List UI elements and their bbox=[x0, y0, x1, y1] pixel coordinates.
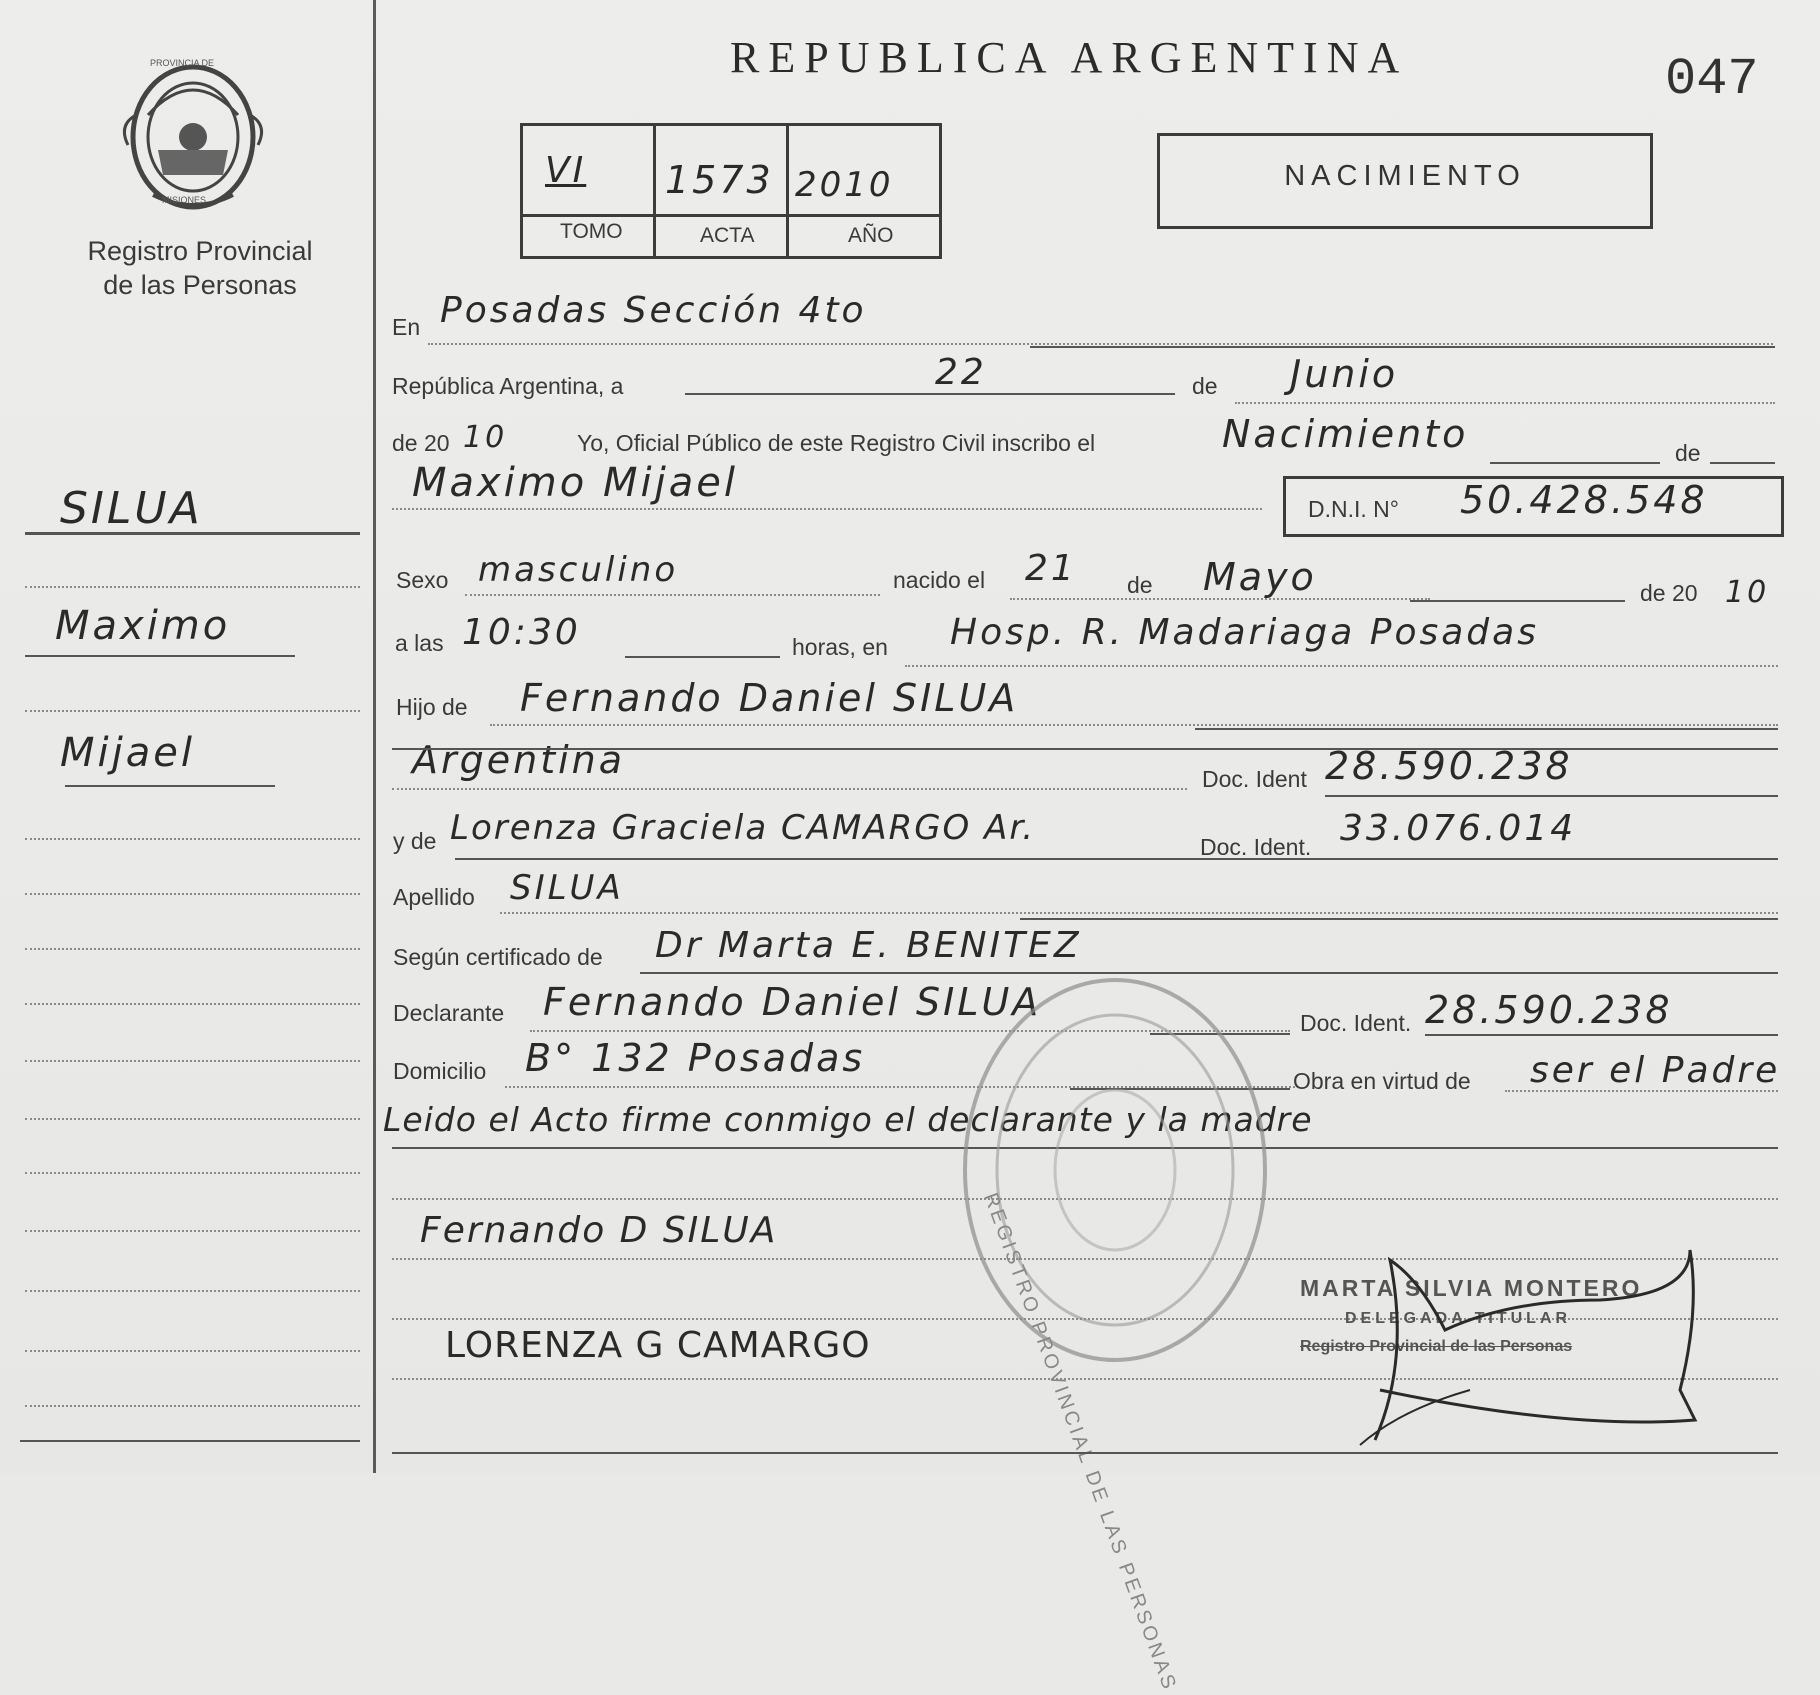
father-line-solid bbox=[1195, 728, 1778, 730]
margin-name2: Mijael bbox=[60, 730, 195, 776]
margin-line bbox=[25, 893, 360, 895]
seal-text-top: PROVINCIA DE bbox=[150, 58, 215, 68]
margin-line bbox=[25, 838, 360, 840]
provincial-seal-icon bbox=[118, 55, 268, 215]
en-label: En bbox=[392, 314, 421, 340]
mother-doc: 33.076.014 bbox=[1340, 808, 1577, 849]
child-name: Maximo Mijael bbox=[412, 460, 738, 506]
month-line bbox=[1235, 402, 1775, 404]
declarante-label: Declarante bbox=[393, 1000, 505, 1026]
margin-line bbox=[25, 1230, 360, 1232]
birth-year: 10 bbox=[1725, 575, 1770, 610]
certificado-label: Según certificado de bbox=[393, 944, 603, 970]
child-name-line bbox=[392, 508, 1262, 510]
day-line bbox=[685, 393, 1175, 395]
dni-label: D.N.I. N° bbox=[1308, 496, 1399, 522]
nationality-line-dots bbox=[392, 788, 1187, 790]
apellido-label: Apellido bbox=[393, 884, 475, 910]
official-stamp-line3: Registro Provincial de las Personas bbox=[1300, 1338, 1573, 1355]
birth-line bbox=[1010, 598, 1430, 600]
en-value: Posadas Sección 4to bbox=[440, 290, 867, 331]
anio-value: 2010 bbox=[795, 165, 894, 205]
margin-line bbox=[65, 785, 275, 787]
mother-line bbox=[455, 858, 1778, 860]
record-box-divider bbox=[786, 123, 789, 256]
father-doc: 28.590.238 bbox=[1325, 744, 1573, 788]
margin-line bbox=[25, 1350, 360, 1352]
father-doc-line bbox=[1325, 795, 1778, 797]
place-line bbox=[905, 665, 1778, 667]
doc-type-label: NACIMIENTO bbox=[1284, 160, 1526, 192]
column-divider bbox=[373, 0, 376, 1473]
margin-line bbox=[25, 1290, 360, 1292]
year-value: 10 bbox=[463, 420, 508, 455]
margin-surname: SILUA bbox=[60, 483, 203, 534]
record-box-divider bbox=[520, 214, 942, 217]
birth-month: Mayo bbox=[1203, 555, 1317, 599]
margin-line bbox=[25, 948, 360, 950]
official-signature-icon bbox=[1270, 1240, 1710, 1450]
official-stamp-line1: MARTA SILVIA MONTERO bbox=[1300, 1275, 1643, 1301]
margin-line bbox=[25, 655, 295, 657]
inscribo-line bbox=[1490, 462, 1660, 464]
round-stamp bbox=[955, 970, 1275, 1370]
apellido-value: SILUA bbox=[510, 868, 624, 908]
mother-name: Lorenza Graciela CAMARGO Ar. bbox=[450, 808, 1036, 848]
obra-line bbox=[1505, 1090, 1778, 1092]
domicilio-value: B° 132 Posadas bbox=[525, 1036, 866, 1080]
margin-line bbox=[25, 1118, 360, 1120]
dni-value: 50.428.548 bbox=[1460, 478, 1708, 522]
bottom-line bbox=[392, 1452, 1778, 1454]
margin-name1: Maximo bbox=[55, 603, 231, 649]
de-label-3: de bbox=[1127, 572, 1153, 598]
day-value: 22 bbox=[935, 352, 987, 393]
time-value: 10:30 bbox=[462, 612, 581, 653]
margin-line bbox=[25, 710, 360, 712]
doc-ident-label-3: Doc. Ident. bbox=[1300, 1010, 1412, 1036]
birth-day: 21 bbox=[1025, 548, 1077, 589]
seal-text-bottom: MISIONES bbox=[162, 195, 207, 205]
registry-name-line2: de las Personas bbox=[103, 270, 297, 300]
father-nationality: Argentina bbox=[412, 738, 626, 782]
sexo-line bbox=[465, 594, 880, 596]
signature-father: Fernando D SILUA bbox=[420, 1210, 778, 1251]
margin-line bbox=[25, 586, 360, 588]
time-line bbox=[625, 656, 780, 658]
margin-line bbox=[25, 1060, 360, 1062]
nacido-label: nacido el bbox=[893, 567, 986, 593]
de-label-2: de bbox=[1675, 440, 1701, 466]
de20-label-2: de 20 bbox=[1640, 580, 1698, 606]
round-stamp-text: REGISTRO PROVINCIAL DE LAS PERSONAS bbox=[979, 1190, 1181, 1695]
place-value: Hosp. R. Madariaga Posadas bbox=[950, 612, 1539, 653]
father-line bbox=[490, 724, 1778, 726]
obra-value: ser el Padre bbox=[1530, 1050, 1781, 1091]
doc-ident-label: Doc. Ident bbox=[1202, 766, 1307, 792]
en-line-solid bbox=[1030, 346, 1775, 348]
certificado-value: Dr Marta E. BENITEZ bbox=[655, 925, 1082, 966]
folio-number: 047 bbox=[1665, 50, 1759, 109]
horas-label: horas, en bbox=[792, 634, 888, 660]
margin-line bbox=[25, 1003, 360, 1005]
birth-line-solid bbox=[1410, 600, 1625, 602]
inscribo-value: Nacimiento bbox=[1222, 412, 1469, 456]
margin-line bbox=[25, 532, 360, 535]
sexo-label: Sexo bbox=[396, 567, 449, 593]
obra-label: Obra en virtud de bbox=[1293, 1068, 1471, 1094]
apellido-line bbox=[500, 912, 1778, 914]
anio-label: AÑO bbox=[848, 224, 894, 247]
hijo-label: Hijo de bbox=[396, 694, 468, 720]
doc-ident-label-2: Doc. Ident. bbox=[1200, 834, 1312, 860]
margin-line bbox=[20, 1440, 360, 1442]
domicilio-label: Domicilio bbox=[393, 1058, 487, 1084]
leido-text: Leido el Acto firme conmigo el declarante y la madre bbox=[383, 1100, 1313, 1139]
tomo-value: VI bbox=[545, 150, 587, 191]
declarante-doc-line bbox=[1425, 1034, 1778, 1036]
margin-line bbox=[25, 1172, 360, 1174]
official-stamp-line2: DELEGADA TITULAR bbox=[1345, 1310, 1572, 1327]
registry-name-line1: Registro Provincial bbox=[87, 236, 313, 266]
country-title: REPUBLICA ARGENTINA bbox=[730, 33, 1409, 82]
de-label: de bbox=[1192, 373, 1218, 399]
margin-line bbox=[25, 1405, 360, 1407]
record-box-divider bbox=[653, 123, 656, 256]
en-line bbox=[428, 343, 1773, 345]
month-value: Junio bbox=[1290, 352, 1399, 396]
republica-label: República Argentina, a bbox=[392, 373, 624, 399]
tomo-label: TOMO bbox=[560, 220, 623, 243]
sexo-value: masculino bbox=[478, 550, 679, 590]
acta-value: 1573 bbox=[665, 158, 774, 202]
declarante-doc: 28.590.238 bbox=[1425, 988, 1673, 1032]
father-name: Fernando Daniel SILUA bbox=[520, 676, 1019, 720]
inscribo-label: Yo, Oficial Público de este Registro Civil inscribo el bbox=[577, 430, 1096, 456]
inscribo-line-2 bbox=[1710, 462, 1775, 464]
apellido-line-solid bbox=[1020, 918, 1778, 920]
de20-label: de 20 bbox=[392, 430, 450, 456]
yde-label: y de bbox=[393, 828, 437, 854]
acta-label: ACTA bbox=[700, 224, 755, 247]
declarante-value: Fernando Daniel SILUA bbox=[543, 980, 1042, 1024]
alas-label: a las bbox=[395, 630, 444, 656]
signature-mother: LORENZA G CAMARGO bbox=[445, 1325, 871, 1366]
